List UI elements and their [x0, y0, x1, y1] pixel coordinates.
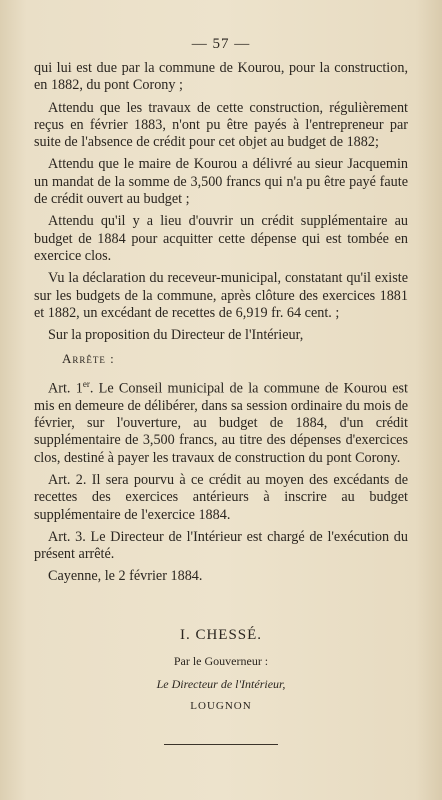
article	[34, 472, 408, 524]
countersignatory-name: LOUGNON	[190, 700, 252, 712]
signature-by: Par le Gouverneur :	[173, 654, 269, 668]
document-body	[34, 60, 408, 591]
paragraph: Attendu que les travaux de cette construction, régulièrement reçus en février 1883, n'ont pu être payés à l'entrepreneur par suite de l'absence de crédit pour cet objet au budget de 1882;	[34, 99, 408, 151]
paragraph: qui lui est due par la commune de Kourou, pour la construction, en 1882, du pont Corony ;	[34, 60, 408, 94]
article-number: Art. 1	[48, 380, 83, 397]
article	[34, 376, 408, 467]
signature-block	[0, 627, 442, 712]
closing-rule	[164, 744, 278, 745]
page-number: — 57 —	[191, 36, 251, 52]
place-date: Cayenne, le 2 février 1884.	[48, 568, 203, 585]
arrete-heading: Arrête :	[62, 351, 115, 367]
paragraph: Sur la proposition du Directeur de l'Intérieur,	[48, 327, 304, 344]
article-text: . Le Conseil municipal de la commune de Kourou est mis en demeure de délibérer, dans sa session ordinaire du mois de février, sur l'ouverture, au budget de 1884, d'un crédit supplémentaire de 3,500 francs, au titre des dépenses d'exercices clos, destiné à payer les travaux de construction du pont Corony.	[34, 380, 409, 466]
article-text: . Le Directeur de l'Intérieur est chargé de l'exécution du présent arrêté.	[34, 528, 408, 563]
article-number: Art. 3	[48, 528, 83, 545]
paragraph: Attendu qu'il y a lieu d'ouvrir un crédit supplémentaire au budget de 1884 pour acquitter cette dépense qui est tombée en exercice clos.	[34, 213, 408, 264]
paragraph: Attendu que le maire de Kourou a délivré au sieur Jacquemin un mandat de la somme de 3,500 francs qui n'a pu être payé faute de crédit ouvert au budget ;	[34, 156, 408, 208]
article-superscript: er	[82, 378, 90, 389]
signatory-role: Le Directeur de l'Intérieur,	[156, 677, 286, 691]
article	[34, 529, 408, 564]
signatory-name: I. CHESSÉ.	[179, 627, 263, 643]
paragraph: Vu la déclaration du receveur-municipal, constatant qu'il existe sur les budgets de la commune, après clôture des exercices 1881 et 1882, un excédant de recettes de 6,919 fr. 64 cent. ;	[34, 270, 408, 321]
article-number: Art. 2	[48, 471, 83, 488]
article-text: . Il sera pourvu à ce crédit au moyen des excédants de recettes des exercices antérieurs à inscrire au budget supplémentaire de l'exercice 1884.	[34, 471, 408, 523]
